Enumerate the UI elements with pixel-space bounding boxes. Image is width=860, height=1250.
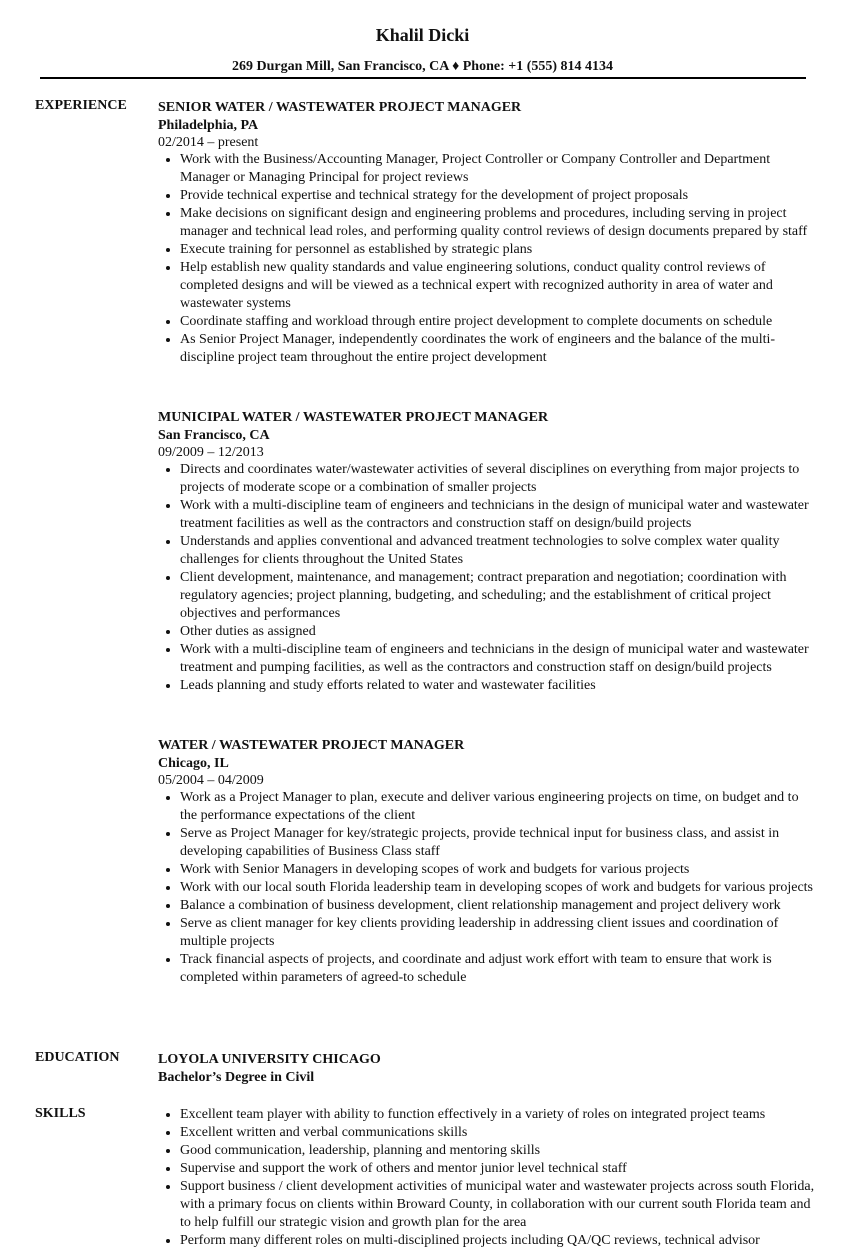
- section-heading-education: EDUCATION: [35, 1050, 120, 1065]
- skills-list: [158, 1106, 818, 1250]
- list-item: • Understands and applies conventional and advanced treatment technologies to solve complex water quality challenges for clients throughout the United States: [180, 533, 818, 569]
- list-item: • Directs and coordinates water/wastewater activities of several disciplines on everything from major projects to projects of moderate scope or a combination of smaller projects: [180, 461, 818, 497]
- list-item: • As Senior Project Manager, independently coordinates the work of engineers and the balance of the multi-discipline project team throughout the entire project development: [180, 331, 818, 367]
- list-item: • Work with Senior Managers in developing scopes of work and budgets for various projects: [180, 861, 818, 879]
- degree: Bachelor’s Degree in Civil: [158, 1070, 315, 1085]
- resume-name: Khalil Dicki: [375, 25, 470, 45]
- list-item: • Work with a multi-discipline team of engineers and technicians in the design of municipal water and wastewater treatment and pumping facilities, as well as the contractors and construction staff on design/build projects: [180, 641, 818, 677]
- list-item: • Support business / client development activities of municipal water and wastewater projects across south Florida, with a primary focus on clients within Broward County, in collaboration with our current south Florida team and to help fulfill our strategic vision and growth plan for the area: [180, 1178, 818, 1232]
- job-location: San Francisco, CA: [158, 428, 270, 443]
- list-item: • Leads planning and study efforts related to water and wastewater facilities: [180, 677, 818, 695]
- list-item: • Serve as client manager for key clients providing leadership in addressing client issues and coordination of multiple projects: [180, 915, 818, 951]
- job-dates: 09/2009 – 12/2013: [158, 445, 264, 460]
- contact-line: 269 Durgan Mill, San Francisco, CA ♦ Phone: +1 (555) 814 4134: [231, 59, 614, 74]
- list-item: • Execute training for personnel as established by strategic plans: [180, 241, 818, 259]
- list-item: • Client development, maintenance, and management; contract preparation and negotiation; coordination with regulatory agencies; project planning, budgeting, and scheduling; and the establishment of critical project objectives and performances: [180, 569, 818, 623]
- job-title: MUNICIPAL WATER / WASTEWATER PROJECT MANAGER: [158, 410, 549, 425]
- list-item: • Coordinate staffing and workload through entire project development to complete documents on schedule: [180, 313, 818, 331]
- section-heading-skills: SKILLS: [35, 1106, 86, 1121]
- list-item: • Serve as Project Manager for key/strategic projects, provide technical input for business class, and assist in developing capabilities of Business Class staff: [180, 825, 818, 861]
- list-item: • Work with our local south Florida leadership team in developing scopes of work and budgets for various projects: [180, 879, 818, 897]
- list-item: • Perform many different roles on multi-disciplined projects including QA/QC reviews, technical advisor: [180, 1232, 818, 1250]
- list-item: • Excellent written and verbal communications skills: [180, 1124, 818, 1142]
- list-item: • Help establish new quality standards and value engineering solutions, conduct quality control reviews of completed designs and will be viewed as a technical expert with recognized authority in area of water and wastewater systems: [180, 259, 818, 313]
- list-item: • Track financial aspects of projects, and coordinate and adjust work effort with team to ensure that work is completed within parameters of agreed-to schedule: [180, 951, 818, 987]
- skills-list-block: [158, 1106, 818, 1250]
- list-item: • Work as a Project Manager to plan, execute and deliver various engineering projects on time, on budget and to the performance expectations of the client: [180, 789, 818, 825]
- list-item: • Make decisions on significant design and engineering problems and procedures, including serving in project manager and technical lead roles, and performing quality control reviews of design documents prepared by staff: [180, 205, 818, 241]
- list-item: • Provide technical expertise and technical strategy for the development of project proposals: [180, 187, 818, 205]
- section-heading-experience: EXPERIENCE: [35, 98, 127, 113]
- list-item: • Work with the Business/Accounting Manager, Project Controller or Company Controller and Department Manager or Managing Principal for project reviews: [180, 151, 818, 187]
- list-item: • Supervise and support the work of others and mentor junior level technical staff: [180, 1160, 818, 1178]
- job-dates: 02/2014 – present: [158, 135, 259, 150]
- list-item: • Balance a combination of business development, client relationship management and project delivery work: [180, 897, 818, 915]
- school-name: LOYOLA UNIVERSITY CHICAGO: [158, 1052, 381, 1067]
- job-title: WATER / WASTEWATER PROJECT MANAGER: [158, 738, 465, 753]
- list-item: • Other duties as assigned: [180, 623, 818, 641]
- job-entry: [158, 409, 818, 695]
- education-entry: [158, 1051, 818, 1087]
- job-dates: 05/2004 – 04/2009: [158, 773, 264, 788]
- list-item: • Work with a multi-discipline team of engineers and technicians in the design of municipal water and wastewater treatment facilities as well as the contractors and construction staff on design/build projects: [180, 497, 818, 533]
- job-location: Philadelphia, PA: [158, 118, 259, 133]
- job-bullets: [158, 151, 818, 367]
- header-divider: [40, 77, 806, 79]
- job-entry: [158, 99, 818, 367]
- job-entry: [158, 737, 818, 987]
- job-bullets: [158, 461, 818, 695]
- list-item: • Good communication, leadership, planning and mentoring skills: [180, 1142, 818, 1160]
- list-item: • Excellent team player with ability to function effectively in a variety of roles on integrated project teams: [180, 1106, 818, 1124]
- job-location: Chicago, IL: [158, 756, 229, 771]
- job-title: SENIOR WATER / WASTEWATER PROJECT MANAGER: [158, 100, 522, 115]
- job-bullets: [158, 789, 818, 987]
